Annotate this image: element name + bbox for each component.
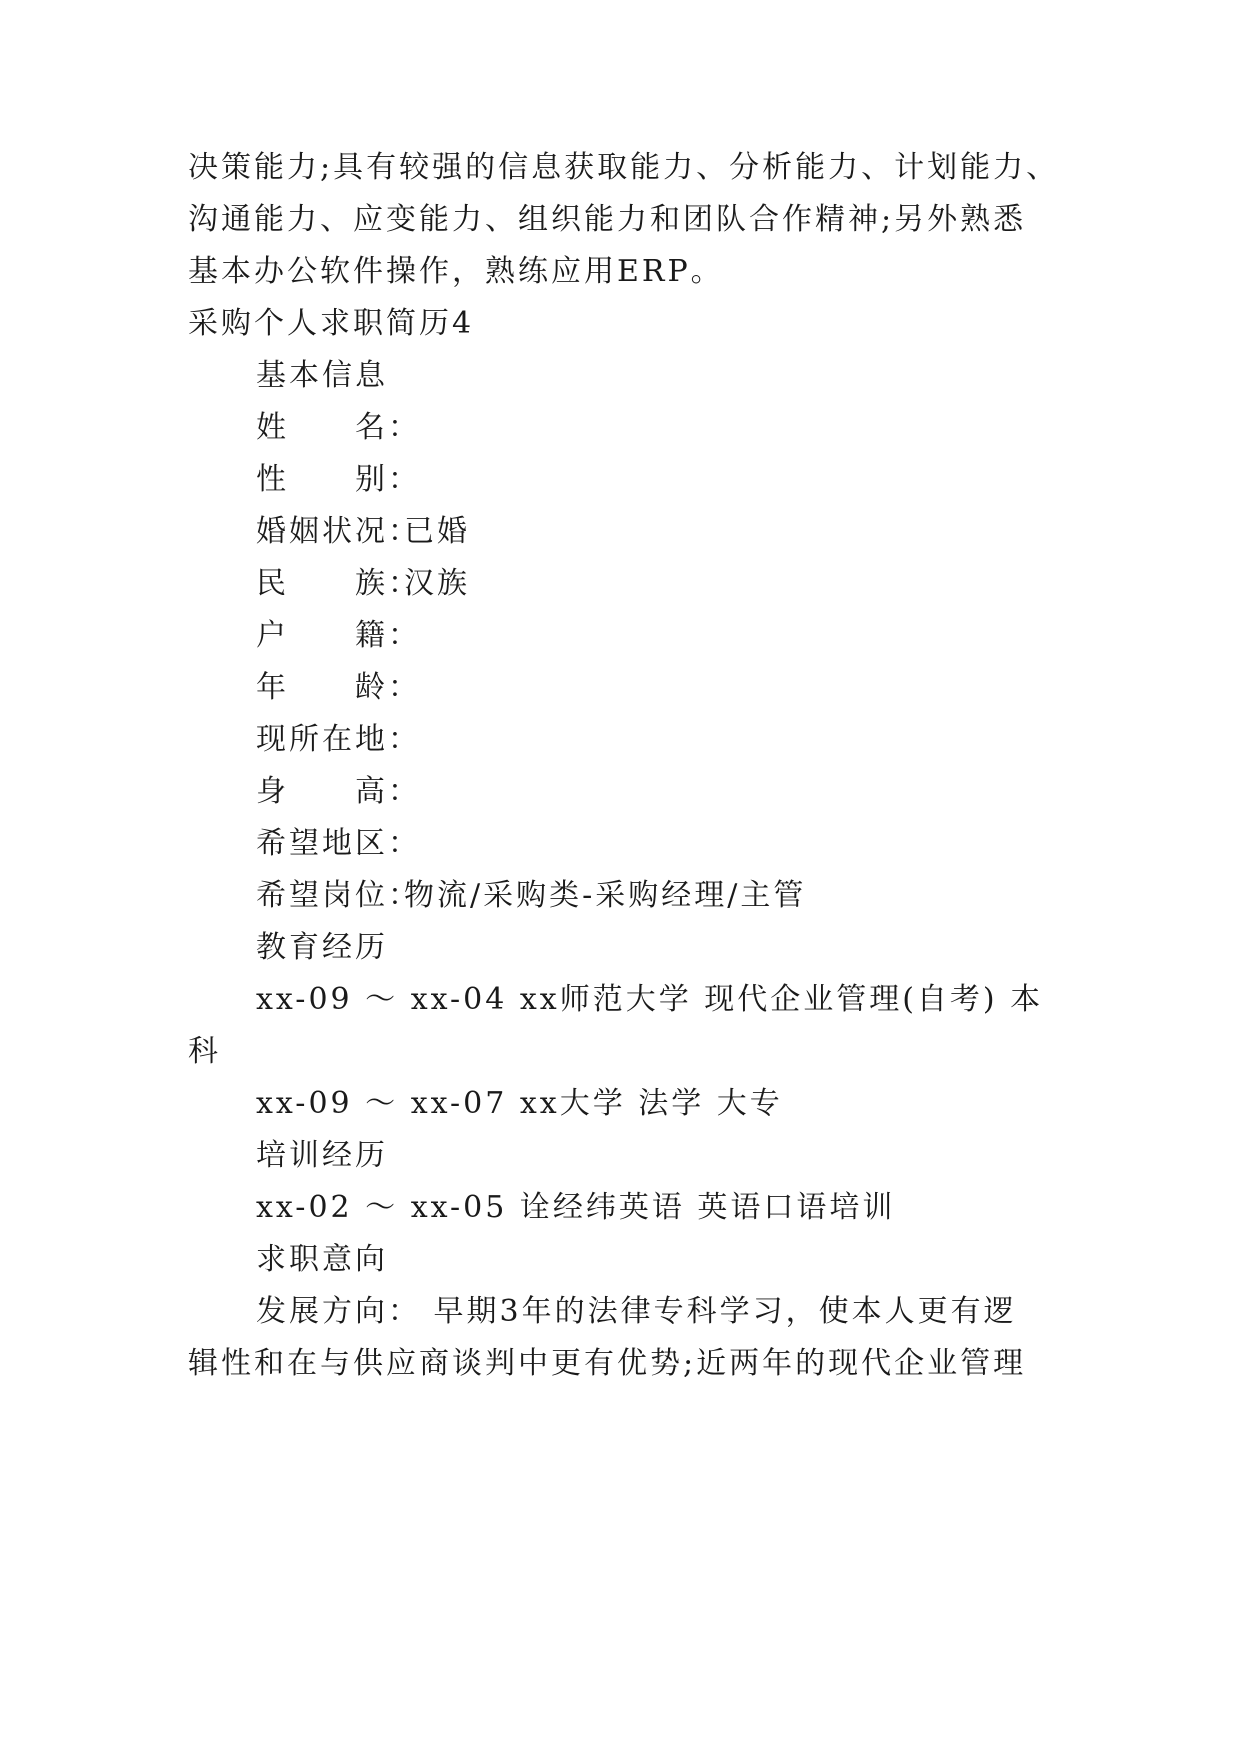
intention-paragraph-line-2: 辑性和在与供应商谈判中更有优势;近两年的现代企业管理 (188, 1346, 1027, 1381)
intro-line-3: 基本办公软件操作，熟练应用ERP。 (188, 254, 724, 289)
education-entry-2: xx-09 ～ xx-07 xx大学 法学 大专 (256, 1086, 783, 1121)
field-label: 民 族： (256, 566, 421, 601)
training-heading: 培训经历 (256, 1138, 388, 1173)
intro-line-2: 沟通能力、应变能力、组织能力和团队合作精神;另外熟悉 (188, 202, 1027, 237)
field-label: 年 龄： (256, 670, 421, 705)
field-label: 婚姻状况： (256, 514, 421, 549)
field-row (256, 876, 806, 916)
education-entry-1-continued: 科 (188, 1034, 221, 1069)
field-label: 身 高： (256, 774, 421, 809)
field-row (256, 512, 470, 552)
intro-line-1: 决策能力;具有较强的信息获取能力、分析能力、计划能力、 (188, 150, 1060, 185)
field-label: 现所在地： (256, 722, 421, 757)
intention-heading: 求职意向 (256, 1242, 388, 1277)
field-value: 汉族 (404, 566, 470, 601)
field-row (256, 720, 421, 760)
field-label: 户 籍： (256, 618, 421, 653)
field-value: 物流/采购类-采购经理/主管 (404, 878, 807, 913)
field-row (256, 564, 470, 604)
field-row (256, 824, 421, 864)
basic-info-heading: 基本信息 (256, 358, 388, 393)
field-label: 希望岗位： (256, 878, 421, 913)
field-row (256, 408, 421, 448)
field-label: 性 别： (256, 462, 421, 497)
field-row (256, 616, 421, 656)
resume-title: 采购个人求职简历4 (188, 306, 475, 341)
field-label: 姓 名： (256, 410, 421, 445)
field-value: 已婚 (404, 514, 470, 549)
field-row (256, 460, 421, 500)
intention-paragraph-line-1: 发展方向： 早期3年的法律专科学习，使本人更有逻 (256, 1294, 1017, 1329)
education-entry-1: xx-09 ～ xx-04 xx师范大学 现代企业管理(自考) 本 (256, 982, 1044, 1017)
training-entry: xx-02 ～ xx-05 诠经纬英语 英语口语培训 (256, 1190, 896, 1225)
field-row (256, 668, 421, 708)
field-row (256, 772, 421, 812)
education-heading: 教育经历 (256, 930, 388, 965)
field-label: 希望地区： (256, 826, 421, 861)
